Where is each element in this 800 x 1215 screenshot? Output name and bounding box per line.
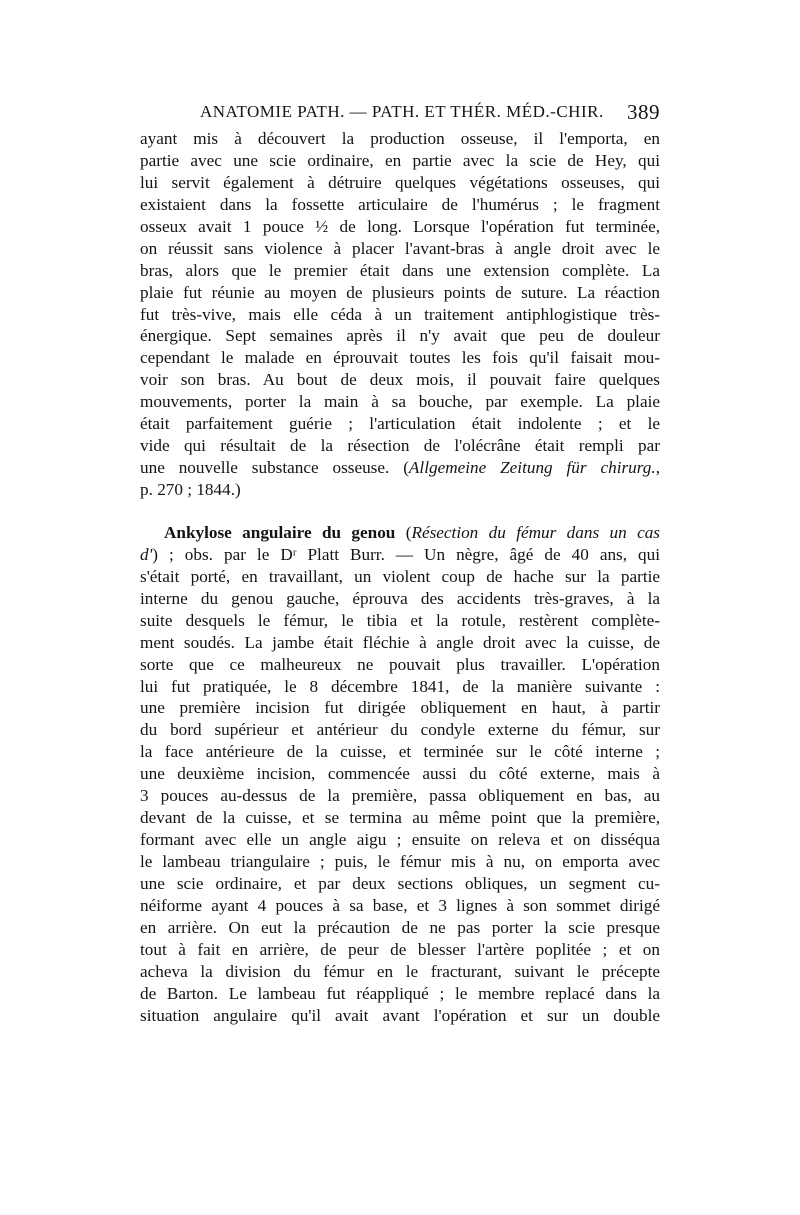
text-line: une deuxième incision, commencée aussi du côté externe, mais à (140, 764, 660, 784)
text-line: plaie fut réunie au moyen de plusieurs points de suture. La réaction (140, 282, 660, 302)
section-title-line (140, 522, 660, 544)
citation-suffix: , (655, 458, 660, 478)
text-line: ayant mis à découvert la production osseuse, il l'emporta, en (140, 129, 660, 148)
paragraph-1 (140, 128, 660, 501)
text-line: lui fut pratiquée, le 8 décembre 1841, de la manière suivante : (140, 676, 660, 696)
section-subtitle-end: d' (140, 544, 153, 564)
text-line: du bord supérieur et antérieur du condyle externe du fémur, sur (140, 720, 660, 740)
text-line: de Barton. Le lambeau fut réappliqué ; le membre replacé dans la (140, 983, 660, 1003)
text-line: osseux avait 1 pouce ½ de long. Lorsque l'opération fut terminée, (140, 216, 660, 236)
section-subtitle: Résection du fémur dans un cas (411, 522, 660, 542)
text-line: en arrière. On eut la précaution de ne pas porter la scie presque (140, 917, 660, 937)
text-line: cependant le malade en éprouvait toutes les fois qu'il faisait mou- (140, 348, 660, 368)
text-line: existaient dans la fossette articulaire de l'humérus ; le fragment (140, 194, 660, 214)
text-line: la face antérieure de la cuisse, et terminée sur le côté interne ; (140, 742, 660, 762)
text-line: bras, alors que le premier était dans une extension complète. La (140, 260, 660, 280)
text-line: s'était porté, en travaillant, un violent coup de hache sur la partie (140, 566, 660, 586)
text-line: mouvements, porter la main à sa bouche, par exemple. La plaie (140, 392, 660, 412)
observation-intro: ) ; obs. par le Dʳ Platt Burr. — Un nègre, âgé de 40 ans, qui (152, 544, 660, 564)
text-line: formant avec elle un angle aigu ; ensuite on releva et on disséqua (140, 830, 660, 850)
text-line: fut très-vive, mais elle céda à un traitement antiphlogistique très- (140, 304, 660, 324)
text-line: sorte que ce malheureux ne pouvait plus travailler. L'opération (140, 654, 660, 674)
page-body (140, 128, 660, 1027)
text-line: tout à fait en arrière, de peur de blesser l'artère poplitée ; et on (140, 939, 660, 959)
section-title: Ankylose angulaire du genou (164, 522, 396, 542)
text-line: lui servit également à détruire quelques végétations osseuses, qui (140, 172, 660, 192)
citation-page-line: p. 270 ; 1844.) (140, 480, 241, 499)
header-title: ANATOMIE PATH. — PATH. ET THÉR. MÉD.-CHIR. (200, 102, 604, 121)
text-line: voir son bras. Au bout de deux mois, il pouvait faire quelques (140, 370, 660, 390)
citation-prefix: une nouvelle substance osseuse. ( (140, 458, 409, 478)
text-line: 3 pouces au-dessus de la première, passa obliquement en bas, au (140, 786, 660, 806)
text-line: suite desquels le fémur, le tibia et la rotule, restèrent complète- (140, 610, 660, 630)
paragraph-2 (140, 522, 660, 1027)
text-line (140, 544, 660, 566)
citation-line (140, 457, 660, 479)
section-title-paren: ( (395, 522, 412, 542)
text-line: une scie ordinaire, et par deux sections obliques, un segment cu- (140, 873, 660, 893)
text-line: situation angulaire qu'il avait avant l'opération et sur un double (140, 1005, 660, 1025)
text-line: acheva la division du fémur en le fracturant, suivant le précepte (140, 961, 660, 981)
citation-journal: Allgemeine Zeitung für chirurg. (408, 458, 656, 478)
text-line: partie avec une scie ordinaire, en partie avec la scie de Hey, qui (140, 150, 660, 170)
text-line: on réussit sans violence à placer l'avant-bras à angle droit avec le (140, 238, 660, 258)
text-line: ment soudés. La jambe était fléchie à angle droit avec la cuisse, de (140, 632, 660, 652)
text-line: devant de la cuisse, et se termina au même point que la première, (140, 808, 660, 828)
text-line: le lambeau triangulaire ; puis, le fémur mis à nu, on emporta avec (140, 852, 660, 871)
text-line: une première incision fut dirigée obliquement en haut, à partir (140, 698, 660, 718)
text-line: néiforme ayant 4 pouces à sa base, et 3 lignes à son sommet dirigé (140, 895, 660, 915)
text-line: vide qui résultait de la résection de l'olécrâne était rempli par (140, 436, 660, 456)
paragraph-gap (140, 501, 660, 522)
text-line: énergique. Sept semaines après il n'y avait que peu de douleur (140, 326, 660, 346)
text-line: était parfaitement guérie ; l'articulation était indolente ; et le (140, 414, 660, 434)
page-number: 389 (627, 100, 660, 124)
text-line: interne du genou gauche, éprouva des accidents très-graves, à la (140, 588, 660, 608)
